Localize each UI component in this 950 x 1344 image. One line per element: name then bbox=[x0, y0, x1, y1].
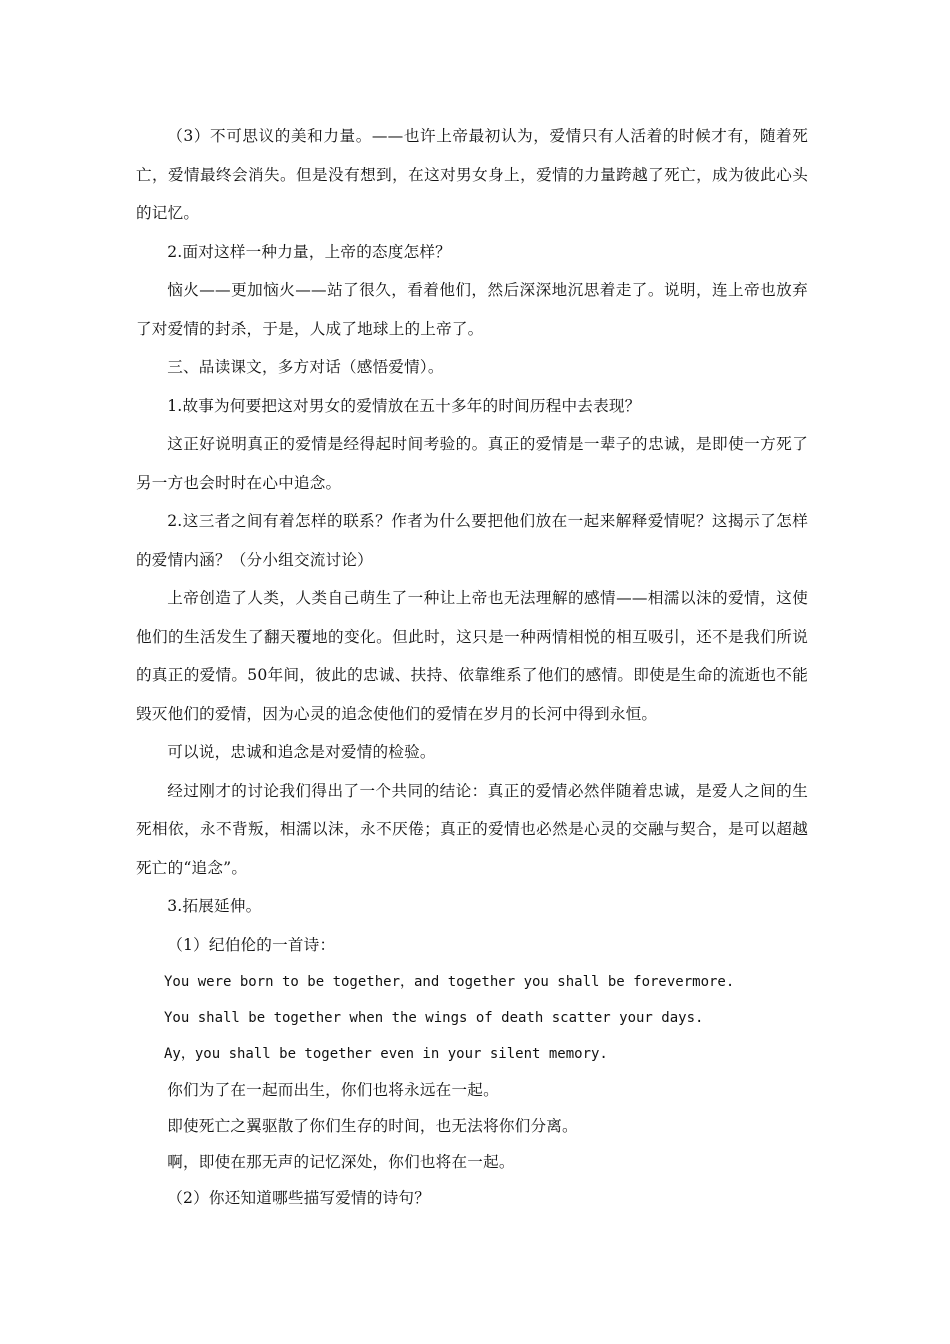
question-2-text: 2.这三者之间有着怎样的联系？作者为什么要把他们放在一起来解释爱情呢？这揭示了怎样的爱情内涵？（分小组交流讨论） bbox=[136, 512, 808, 569]
poem-line-en-1: You were born to be together，and together you shall be forevermore. bbox=[164, 974, 735, 990]
question-1-text: 1.故事为何要把这对男女的爱情放在五十多年的时间历程中去表现？ bbox=[167, 396, 641, 415]
paragraph-6: 这正好说明真正的爱情是经得起时间考验的。真正的爱情是一辈子的忠诚，是即使一方死了另一方也会时时在心中追念。 bbox=[136, 435, 808, 492]
section-3-heading: 三、品读课文，多方对话（感悟爱情）。 bbox=[167, 358, 444, 376]
paragraph-8: 上帝创造了人类，人类自己萌生了一种让上帝也无法理解的感情——相濡以沫的爱情，这使他们的生活发生了翻天覆地的变化。但此时，这只是一种两情相悦的相互吸引，还不是我们所说的真正的爱情。50年间，彼此的忠诚、扶持、依靠维系了他们的感情。即使是生命的流逝也不能毁灭他们的爱情，因为心灵的追念使他们的爱情在岁月的长河中得到永恒。 bbox=[136, 589, 808, 723]
question-2-poem-prompt: （2）你还知道哪些描写爱情的诗句？ bbox=[167, 1189, 431, 1207]
poem-line-zh-1: 你们为了在一起而出生，你们也将永远在一起。 bbox=[167, 1081, 499, 1099]
paragraph-10: 经过刚才的讨论我们得出了一个共同的结论：真正的爱情必然伴随着忠诚，是爱人之间的生死相依，永不背叛，相濡以沫，永不厌倦；真正的爱情也必然是心灵的交融与契合，是可以超越死亡的“追念”。 bbox=[136, 781, 808, 877]
paragraph-3: 恼火——更加恼火——站了很久，看着他们，然后深深地沉思着走了。说明，连上帝也放弃了对爱情的封杀，于是，人成了地球上的上帝了。 bbox=[136, 281, 808, 338]
poem-line-en-3: Ay，you shall be together even in your silent memory. bbox=[164, 1046, 608, 1062]
document-body bbox=[136, 117, 808, 1216]
poem-line-en-2: You shall be together when the wings of death scatter your days. bbox=[164, 1010, 704, 1026]
section-3-extension-heading: 3.拓展延伸。 bbox=[167, 897, 262, 915]
question-2-heading: 2.面对这样一种力量，上帝的态度怎样？ bbox=[167, 242, 451, 261]
paragraph-1: （3）不可思议的美和力量。——也许上帝最初认为，爱情只有人活着的时候才有，随着死亡，爱情最终会消失。但是没有想到，在这对男女身上，爱情的力量跨越了死亡，成为彼此心头的记忆。 bbox=[136, 127, 808, 222]
paragraph-9: 可以说，忠诚和追念是对爱情的检验。 bbox=[167, 743, 436, 761]
poem-line-zh-2: 即使死亡之翼驱散了你们生存的时间，也无法将你们分离。 bbox=[167, 1117, 578, 1135]
poem-intro: （1）纪伯伦的一首诗： bbox=[167, 935, 336, 954]
poem-line-zh-3: 啊，即使在那无声的记忆深处，你们也将在一起。 bbox=[167, 1153, 515, 1171]
